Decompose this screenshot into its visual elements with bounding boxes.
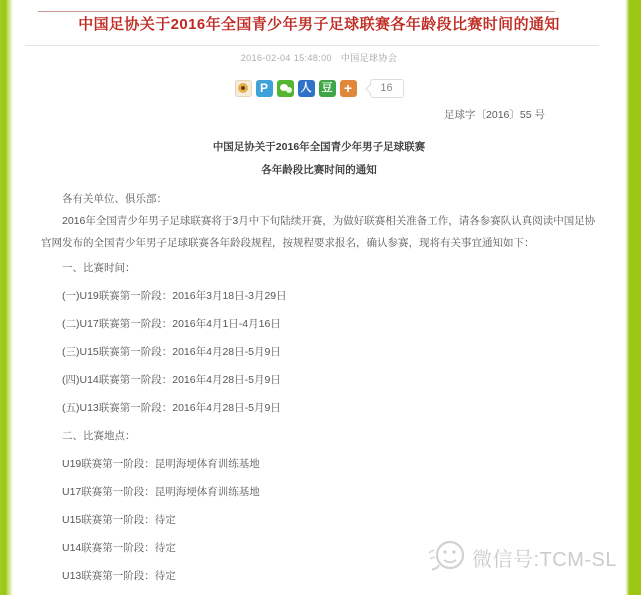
pengyou-share-icon[interactable]: P — [256, 80, 273, 97]
more-share-icon[interactable]: + — [340, 80, 357, 97]
share-count-badge[interactable] — [370, 79, 404, 98]
schedule-item: (二)U17联赛第一阶段：2016年4月1日-4月16日 — [62, 318, 281, 330]
schedule-item: (四)U14联赛第一阶段：2016年4月28日-5月9日 — [62, 374, 281, 386]
douban-share-icon[interactable]: 豆 — [319, 80, 336, 97]
count-arrow-notch — [365, 83, 376, 94]
document-body — [41, 192, 597, 590]
schedule-item: (三)U15联赛第一阶段：2016年4月28日-5月9日 — [62, 346, 281, 358]
wechat-logo-icon — [426, 536, 468, 578]
salutation: 各有关单位、俱乐部： — [62, 193, 167, 205]
document-heading-line2: 各年龄段比赛时间的通知 — [261, 164, 377, 176]
section-title-time: 一、比赛时间： — [62, 262, 136, 274]
publisher-name: 中国足球协会 — [340, 53, 398, 63]
section-title-venue: 二、比赛地点： — [62, 430, 136, 442]
publish-date: 2016-02-04 15:48:00 — [240, 53, 332, 63]
intro-paragraph: 2016年全国青少年男子足球联赛将于3月中下旬陆续开赛，为做好联赛相关准备工作，请各参赛队认真阅读中国足协官网发布的全国青少年男子足球联赛各年龄段规程，按规程要求报名，确认参赛，现将有关事宜通知如下： — [41, 215, 596, 249]
article-meta — [41, 53, 597, 64]
wechat-watermark — [426, 536, 626, 578]
article-page — [41, 0, 597, 590]
document-number: 足球字〔2016〕55 号 — [444, 109, 545, 121]
wechat-share-icon[interactable] — [277, 80, 294, 97]
venue-item: U19联赛第一阶段：昆明海埂体育训练基地 — [62, 458, 260, 470]
article-title: 中国足协关于2016年全国青少年男子足球联赛各年龄段比赛时间的通知 — [78, 16, 560, 33]
right-green-border — [625, 0, 641, 595]
title-divider — [25, 45, 599, 46]
schedule-item: (一)U19联赛第一阶段：2016年3月18日-3月29日 — [62, 290, 287, 302]
venue-item: U17联赛第一阶段：昆明海埂体育训练基地 — [62, 486, 260, 498]
venue-item: U14联赛第一阶段：待定 — [62, 542, 176, 554]
venue-item: U13联赛第一阶段：待定 — [62, 570, 176, 582]
weibo-share-icon[interactable] — [235, 80, 252, 97]
share-count-value: 16 — [380, 82, 393, 94]
watermark-text: 微信号:TCM-SL — [472, 548, 617, 571]
venue-item: U15联赛第一阶段：待定 — [62, 514, 176, 526]
document-heading — [41, 136, 597, 182]
share-bar — [41, 78, 597, 98]
weibo-eye-icon — [238, 83, 248, 93]
renren-share-icon[interactable]: 人 — [298, 80, 315, 97]
schedule-item: (五)U13联赛第一阶段：2016年4月28日-5月9日 — [62, 402, 281, 414]
document-heading-line1: 中国足协关于2016年全国青少年男子足球联赛 — [212, 141, 426, 153]
left-green-border — [0, 0, 13, 595]
